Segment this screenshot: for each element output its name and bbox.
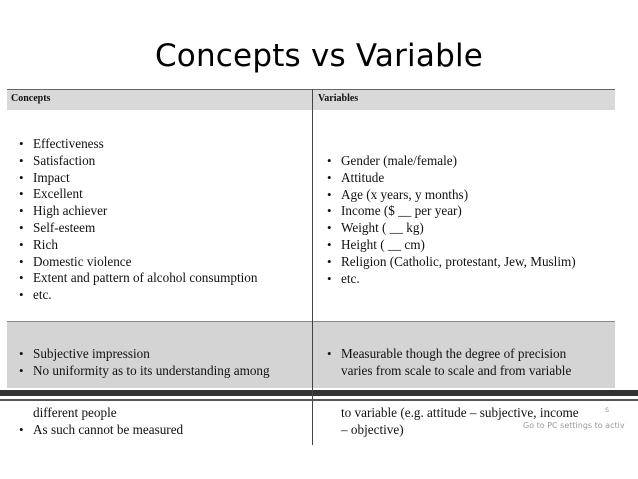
- list-item: • Impact: [17, 170, 258, 187]
- divider-bar: [0, 399, 638, 401]
- watermark-text: Go to PC settings to activ: [523, 421, 625, 430]
- list-item: • Age (x years, y months): [325, 187, 576, 204]
- summary-section: [7, 321, 615, 388]
- list-item: • etc.: [325, 271, 576, 288]
- variables-summary-top: [325, 346, 571, 380]
- list-item: • Effectiveness: [17, 136, 258, 153]
- list-item: different people: [33, 405, 117, 420]
- list-item: • etc.: [17, 287, 258, 304]
- list-item: • Extent and pattern of alcohol consumption: [17, 270, 258, 287]
- list-item: • As such cannot be measured: [17, 422, 183, 439]
- header-variables: Variables: [318, 93, 359, 104]
- concepts-list: [17, 136, 258, 304]
- list-item: • High achiever: [17, 203, 258, 220]
- list-item: • Satisfaction: [17, 153, 258, 170]
- list-item: • Measurable though the degree of precision: [325, 346, 571, 363]
- list-item: • Excellent: [17, 186, 258, 203]
- list-item: – objective): [341, 421, 404, 437]
- concepts-summary-top: [17, 346, 270, 380]
- list-item: • Gender (male/female): [325, 153, 576, 170]
- list-item: • Religion (Catholic, protestant, Jew, Muslim): [325, 254, 576, 271]
- list-item: to variable (e.g. attitude – subjective, income: [341, 405, 579, 420]
- watermark-text: s: [605, 405, 610, 414]
- list-item: • No uniformity as to its understanding among: [17, 363, 270, 380]
- list-item: • Income ($ __ per year): [325, 203, 576, 220]
- list-item: • Rich: [17, 237, 258, 254]
- list-item: • Weight ( __ kg): [325, 220, 576, 237]
- list-item: • Self-esteem: [17, 220, 258, 237]
- header-concepts: Concepts: [11, 93, 51, 104]
- column-divider: [312, 89, 313, 445]
- table-header-row: [7, 89, 615, 111]
- examples-section: [7, 110, 615, 320]
- divider-bar: [0, 390, 638, 396]
- list-item: • Domestic violence: [17, 254, 258, 271]
- variables-list: [325, 153, 576, 287]
- comparison-table: [7, 89, 615, 445]
- list-item: varies from scale to scale and from variable: [341, 362, 572, 378]
- list-item: • Height ( __ cm): [325, 237, 576, 254]
- concepts-summary-bottom: [17, 405, 183, 439]
- list-item: • Subjective impression: [17, 346, 270, 363]
- list-item: • Attitude: [325, 170, 576, 187]
- slide-title: Concepts vs Variable: [154, 38, 484, 74]
